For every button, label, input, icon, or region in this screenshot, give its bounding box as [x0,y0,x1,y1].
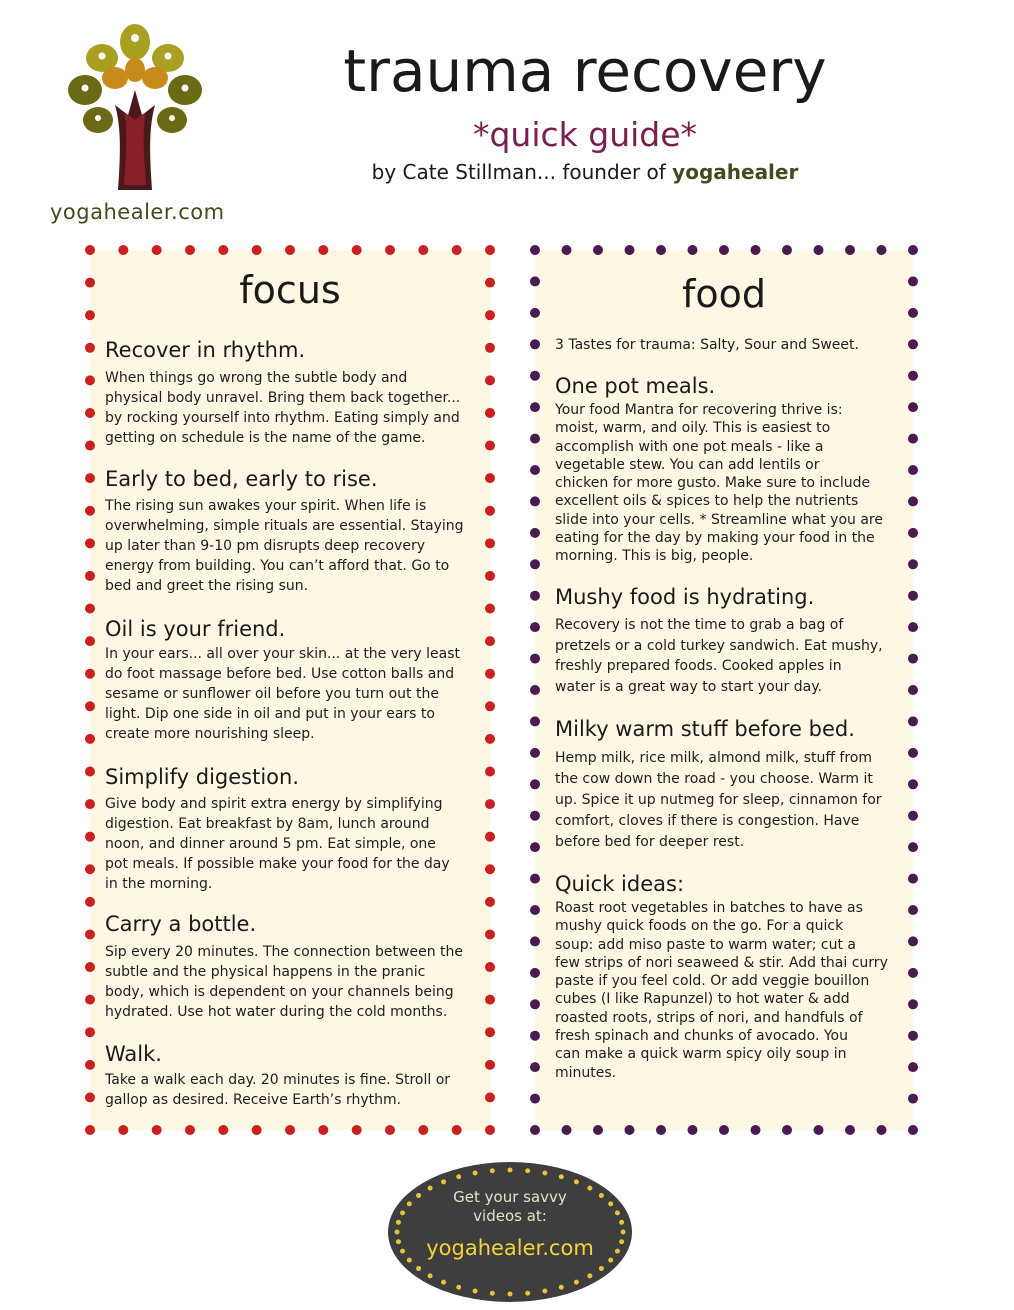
text-line: do foot massage before bed. Use cotton balls and [105,666,455,682]
badge-dot [559,1285,564,1290]
badge-text [395,1188,625,1226]
focus-item-body [105,942,463,1022]
text-line: overwhelming, simple rituals are essential. Staying [105,518,464,534]
text-line: freshly prepared foods. Cooked apples in [555,658,842,674]
text-line: gallop as desired. Receive Earth’s rhythm. [105,1092,402,1108]
badge-dot [574,1179,579,1184]
text-line: vegetable stew. You can add lentils or [555,456,820,473]
text-line: paste if you feel cold. Or add veggie bouillon [555,973,870,990]
text-line: by rocking yourself into rhythm. Eating simply and [105,410,460,426]
focus-item-title: Walk. [105,1042,162,1066]
text-line: soup: add miso paste to warm water; cut a [555,936,857,953]
text-line: roasted roots, strips of nori, and handfuls of [555,1009,863,1026]
text-line: pot meals. If possible make your food for the day [105,856,450,872]
badge-dot [525,1168,530,1173]
badge-line: Get your savvy [453,1188,567,1206]
badge-dot [490,1168,495,1173]
text-line: physical body unravel. Bring them back together... [105,390,461,406]
text-line: bed and greet the rising sun. [105,578,309,594]
text-line: Roast root vegetables in batches to have as [555,900,863,916]
text-line: create more nourishing sleep. [105,726,315,742]
byline-brand: yogahealer [672,160,799,184]
focus-item-body [105,794,450,894]
text-line: Give body and spirit extra energy by simplifying [105,796,443,812]
video-badge [385,1160,635,1305]
text-line: sesame or sunflower oil before you turn out the [105,686,439,702]
food-item-title: Quick ideas: [555,872,685,896]
text-line: moist, warm, and oily. This is easiest to [555,420,831,437]
badge-dot [441,1179,446,1184]
badge-dot [395,1230,400,1235]
focus-item-body [105,496,464,596]
badge-dot [456,1285,461,1290]
badge-dot [441,1280,446,1285]
yogahealer-logo [50,20,230,224]
badge-dot [508,1292,513,1297]
text-line: can make a quick warm spicy oily soup in [555,1046,847,1063]
focus-item-title: Recover in rhythm. [105,338,306,362]
byline [300,162,870,182]
text-line: light. Dip one side in oil and put in your ears to [105,706,435,722]
text-line: Take a walk each day. 20 minutes is fine. Stroll or [105,1072,451,1088]
food-intro: 3 Tastes for trauma: Salty, Sour and Sweet. [555,337,859,353]
badge-dot [574,1280,579,1285]
tree-logo-icon [60,20,210,195]
food-heading: food [682,272,766,316]
focus-item-title: Early to bed, early to rise. [105,467,378,491]
page-subtitle: *quick guide* [472,115,698,154]
badge-line: videos at: [473,1207,547,1225]
text-line: subtle and the physical happens in the pranic [105,964,426,980]
badge-dot [473,1288,478,1293]
badge-dot [508,1168,513,1173]
text-line: up later than 9-10 pm disrupts deep recovery [105,538,425,554]
text-line: Recovery is not the time to grab a bag of [555,617,844,633]
text-line: the cow down the road - you choose. Warm it [555,771,873,787]
text-line: eating for the day by making your food in the [555,530,875,547]
badge-dot [559,1174,564,1179]
text-line: mushy quick foods on the go. For a quick [555,918,844,935]
food-item-body [555,899,888,1082]
text-line: hydrated. Use hot water during the cold months. [105,1004,448,1020]
text-line: When things go wrong the subtle body and [105,370,408,386]
text-line: getting on schedule is the name of the game. [105,430,426,446]
badge-dot [599,1266,604,1271]
badge-dot [473,1171,478,1176]
focus-item-title: Simplify digestion. [105,765,300,789]
food-item-body [555,401,883,566]
text-line: In your ears... all over your skin... at the very least [105,646,460,662]
text-line: energy from building. You can’t afford that. Go to [105,558,450,574]
food-item-title: Milky warm stuff before bed. [555,717,855,741]
badge-dot [456,1174,461,1179]
text-line: body, which is dependent on your channels being [105,984,454,1000]
focus-item-body [105,1070,450,1110]
focus-heading: focus [239,268,341,312]
text-line: minutes. [555,1064,617,1081]
badge-dot [587,1273,592,1278]
text-line: Hemp milk, rice milk, almond milk, stuff from [555,750,873,766]
badge-dot [490,1291,495,1296]
badge-dot [542,1288,547,1293]
text-line: before bed for deeper rest. [555,834,745,850]
food-item-body [555,615,883,697]
badge-dot [542,1171,547,1176]
text-line: cubes (I like Rapunzel) to hot water & add [555,991,850,1008]
text-line: excellent oils & spices to help the nutrients [555,493,859,510]
focus-item-title: Carry a bottle. [105,912,257,936]
badge-link[interactable]: yogahealer.com [426,1236,594,1260]
text-line: accomplish with one pot meals - like a [555,438,824,455]
focus-item-body [105,368,460,448]
text-line: water is a great way to start your day. [555,678,822,695]
badge-dot [416,1266,421,1271]
text-line: slide into your cells. * Streamline what you are [555,511,883,528]
badge-dot [525,1291,530,1296]
text-line: fresh spinach and chunks of avocado. You [555,1028,848,1045]
logo-caption[interactable]: yogahealer.com [50,200,225,224]
text-line: up. Spice it up nutmeg for sleep, cinnamon for [555,792,882,808]
text-line: digestion. Eat breakfast by 8am, lunch around [105,816,430,832]
focus-item-title: Oil is your friend. [105,617,286,641]
text-line: comfort, cloves if there is congestion. Have [555,813,860,829]
text-line: The rising sun awakes your spirit. When life is [105,498,427,514]
food-item-title: Mushy food is hydrating. [555,585,815,609]
byline-prefix: by Cate Stillman... founder of [371,160,673,184]
text-line: Your food Mantra for recovering thrive is: [555,402,843,418]
text-line: chicken for more gusto. Make sure to include [555,475,871,492]
badge-dot [621,1230,626,1235]
food-item-body [555,748,882,853]
focus-item-body [105,644,460,744]
text-line: in the morning. [105,876,213,892]
badge-dot [428,1273,433,1278]
text-line: pretzels or a cold turkey sandwich. Eat mushy, [555,637,883,654]
text-line: Sip every 20 minutes. The connection between the [105,944,463,960]
text-line: few strips of nori seaweed & stir. Add thai curry [555,954,888,971]
food-item-title: One pot meals. [555,374,716,398]
text-line: noon, and dinner around 5 pm. Eat simple, one [105,836,436,852]
page-title: trauma recovery [343,37,827,105]
text-line: morning. This is big, people. [555,548,754,565]
